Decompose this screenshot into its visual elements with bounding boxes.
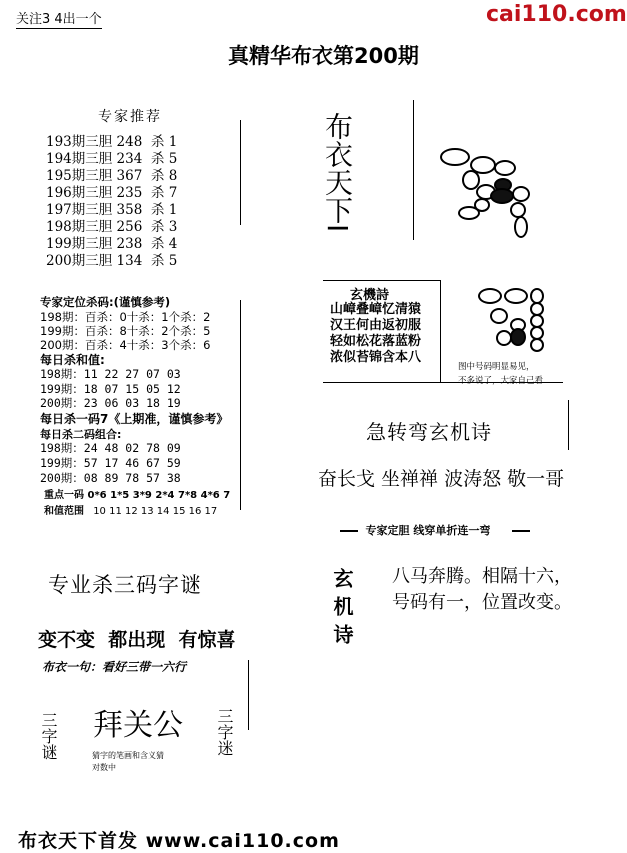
daily-line1: 每日杀一码7《上期准，谨慎参考》	[40, 412, 229, 426]
riddle-line: 变不变 都出现 有惊喜	[38, 629, 236, 651]
turn-frame	[568, 400, 569, 450]
daily-row: 199期：57 17 46 67 59	[40, 456, 181, 470]
daily-row: 200期：08 89 78 57 38	[40, 471, 181, 485]
oval-mark	[490, 188, 514, 204]
sum-kill-list	[40, 367, 181, 411]
brand-vertical: 布衣天下I	[321, 112, 354, 233]
riddle-small2: 对数中	[92, 763, 116, 772]
left-frame-line	[248, 660, 249, 730]
sum-kill-row: 198期：11 22 27 07 03	[40, 367, 181, 381]
poem-caption1: 图中号码明显易见，	[458, 362, 535, 372]
oval-mark	[490, 308, 508, 324]
xuanji-line2: 号码有一，位置改变。	[392, 592, 572, 613]
oval-mark	[474, 198, 490, 212]
poem-frame	[440, 280, 441, 382]
riddle-side-right: 三字迷	[215, 708, 234, 756]
left-frame-line	[240, 120, 241, 225]
poem-lines	[330, 302, 421, 366]
poem-line: 山嶂叠嶂忆清猿	[330, 302, 422, 317]
expert-row: 193期三胆 248 杀 1	[46, 134, 178, 150]
turn-expert	[340, 522, 530, 538]
sum-kill-row: 199期：18 07 15 05 12	[40, 381, 181, 396]
sum-range-values: 10 11 12 13 14 15 16 17	[93, 506, 218, 517]
daily-row: 198期：24 48 02 78 09	[40, 441, 181, 455]
expert-row: 199期三胆 238 杀 4	[46, 236, 178, 252]
oval-mark	[494, 160, 516, 176]
turn-line: 奋长戈 坐禅禅 波涛怒 敬一哥	[318, 468, 565, 490]
expert-heading: 专家推荐	[98, 109, 162, 125]
expert-row: 196期三胆 235 杀 7	[46, 185, 178, 201]
oval-mark	[530, 338, 544, 352]
oval-mark	[512, 186, 530, 202]
poem-heading: 玄機詩	[350, 288, 390, 303]
poem-rule	[323, 280, 440, 281]
footer-text[interactable]: 布衣天下首发 www.cai110.com	[18, 830, 340, 852]
poem-line: 轻如松花落蓝粉	[330, 334, 422, 349]
turn-heading: 急转弯玄机诗	[366, 420, 492, 444]
xuanji-line1: 八马奔腾。相隔十六，	[392, 566, 572, 587]
riddle-side-left: 三字谜	[39, 712, 58, 760]
daily-list	[40, 441, 181, 486]
oval-mark	[440, 148, 470, 166]
expert-row: 200期三胆 134 杀 5	[46, 253, 178, 269]
xuanji-vertical: 玄机诗	[330, 568, 354, 652]
top-note: 关注3 4出一个	[16, 8, 102, 29]
riddle-big: 拜关公	[93, 708, 183, 743]
poem-line: 浓似苔锦含本八	[330, 350, 422, 365]
daily-line2: 每日杀二码组合:	[40, 428, 122, 441]
oval-mark	[496, 330, 512, 346]
sum-range-label: 和值范围	[44, 506, 84, 517]
expert-row: 198期三胆 256 杀 3	[46, 219, 178, 235]
oval-mark	[504, 288, 528, 304]
oval-mark	[478, 288, 502, 304]
oval-mark	[514, 216, 528, 238]
expert-row: 195期三胆 367 杀 8	[46, 168, 178, 184]
oval-mark	[510, 328, 526, 346]
expert-list	[46, 134, 177, 270]
focus-code: 重点一码 0*6 1*5 3*9 2*4 7*8 4*6 7	[44, 490, 231, 501]
kill-row: 200期：百杀：4十杀：3个杀：6	[40, 338, 211, 352]
sum-kill-row: 200期：23 06 03 18 19	[40, 396, 181, 410]
expert-row: 194期三胆 234 杀 5	[46, 151, 178, 167]
poem-line: 汉王何由返初服	[330, 318, 422, 333]
sum-kill-heading: 每日杀和值:	[40, 353, 105, 367]
dash-icon	[512, 530, 530, 532]
site-logo[interactable]: cai110.com	[486, 2, 627, 27]
kill-row: 199期：百杀：8十杀：2个杀：5	[40, 324, 211, 338]
expert-row: 197期三胆 358 杀 1	[46, 202, 178, 218]
riddle-small1: 猜字的笔画和含义猜	[92, 751, 164, 760]
turn-expert-line: 专家定胆 线穿单折连一弯	[365, 524, 491, 537]
dash-icon	[340, 530, 358, 532]
sum-range	[44, 502, 217, 517]
kill-row: 198期：百杀：0十杀：1个杀：2	[40, 310, 211, 324]
left-frame-line	[240, 300, 241, 510]
poem-caption2: 不多说了，大家自己看	[458, 376, 544, 386]
riddle-note: 布衣一句：看好三带一六行	[42, 660, 187, 674]
page-title: 真精华布衣第200期	[228, 44, 419, 68]
kill-list	[40, 310, 210, 352]
brand-divider	[413, 100, 414, 240]
kill-heading: 专家定位杀码:(谨慎参考)	[40, 295, 171, 309]
riddle-heading: 专业杀三码字谜	[48, 573, 202, 597]
